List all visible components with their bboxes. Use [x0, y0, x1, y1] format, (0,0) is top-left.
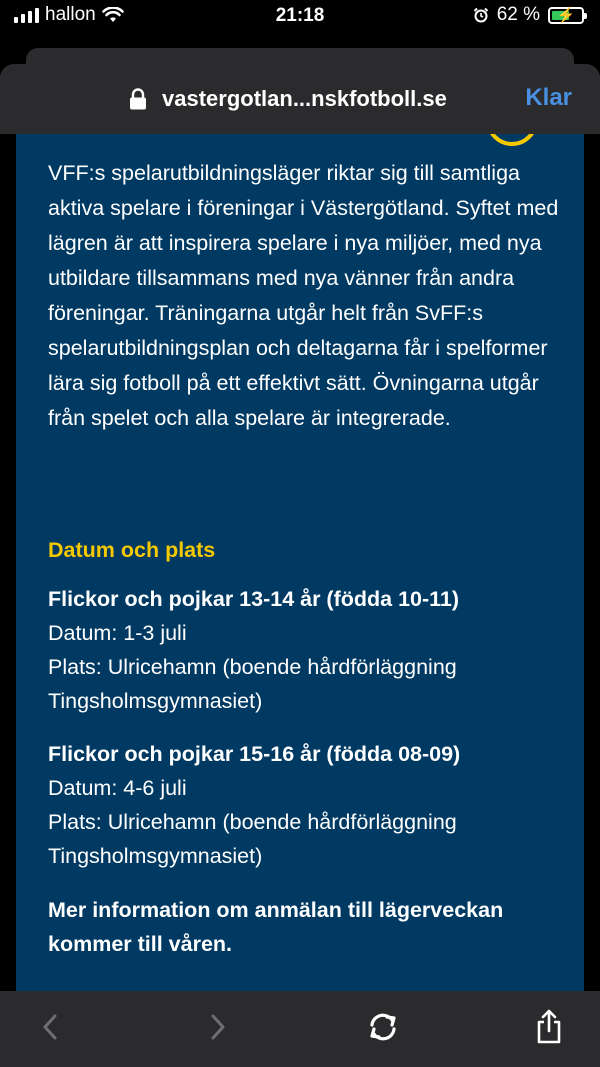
- status-right: [473, 4, 584, 26]
- web-content[interactable]: [0, 134, 600, 991]
- lock-icon: [129, 88, 147, 110]
- camp-group-place: Plats: Ulricehamn (boende hårdförläggning Tingsholmsgymnasiet): [48, 655, 457, 713]
- camp-group: [48, 582, 568, 718]
- decorative-ball-icon: [486, 134, 538, 146]
- intro-paragraph: VFF:s spelarutbildningsläger riktar sig till samtliga aktiva spelare i föreningar i Västergötland. Syftet med lägren är att inspirera spelare i nya miljöer, med nya utbildare tillsammans med nya vänner från andra föreningar. Träningarna utgår helt från SvFF:s spelarutbildningsplan och deltagarna får i spelformer lära sig fotboll på ett effektivt sätt. Övningarna utgår från spelet och alla spelare är integrerade.: [48, 161, 559, 430]
- back-icon[interactable]: [28, 1005, 72, 1049]
- bottom-toolbar: [0, 991, 600, 1067]
- battery-icon: ⚡: [548, 7, 584, 24]
- carrier-label: hallon: [45, 4, 96, 25]
- share-icon[interactable]: [527, 1005, 571, 1049]
- article-panel: [16, 134, 584, 991]
- browser-header: [0, 34, 600, 134]
- camp-group-title: Flickor och pojkar 15-16 år (födda 08-09): [48, 742, 461, 766]
- camp-group-title: Flickor och pojkar 13-14 år (födda 10-11): [48, 587, 460, 611]
- status-bar: [0, 0, 600, 34]
- closing-note: Mer information om anmälan till lägerveckan kommer till våren.: [48, 898, 504, 956]
- section-heading: Datum och plats: [48, 538, 216, 562]
- url-text[interactable]: vastergotlan...nskfotboll.se: [162, 86, 447, 111]
- camp-group-date: Datum: 1-3 juli: [48, 621, 187, 645]
- done-button[interactable]: Klar: [525, 84, 572, 111]
- battery-percent: 62 %: [496, 4, 540, 25]
- forward-icon[interactable]: [196, 1005, 240, 1049]
- clock: 21:18: [275, 5, 325, 26]
- camp-group-place: Plats: Ulricehamn (boende hårdförläggning Tingsholmsgymnasiet): [48, 810, 457, 868]
- camp-group: [48, 737, 568, 873]
- camp-group-date: Datum: 4-6 juli: [48, 776, 187, 800]
- alarm-icon: [473, 7, 489, 23]
- reload-icon[interactable]: [361, 1005, 405, 1049]
